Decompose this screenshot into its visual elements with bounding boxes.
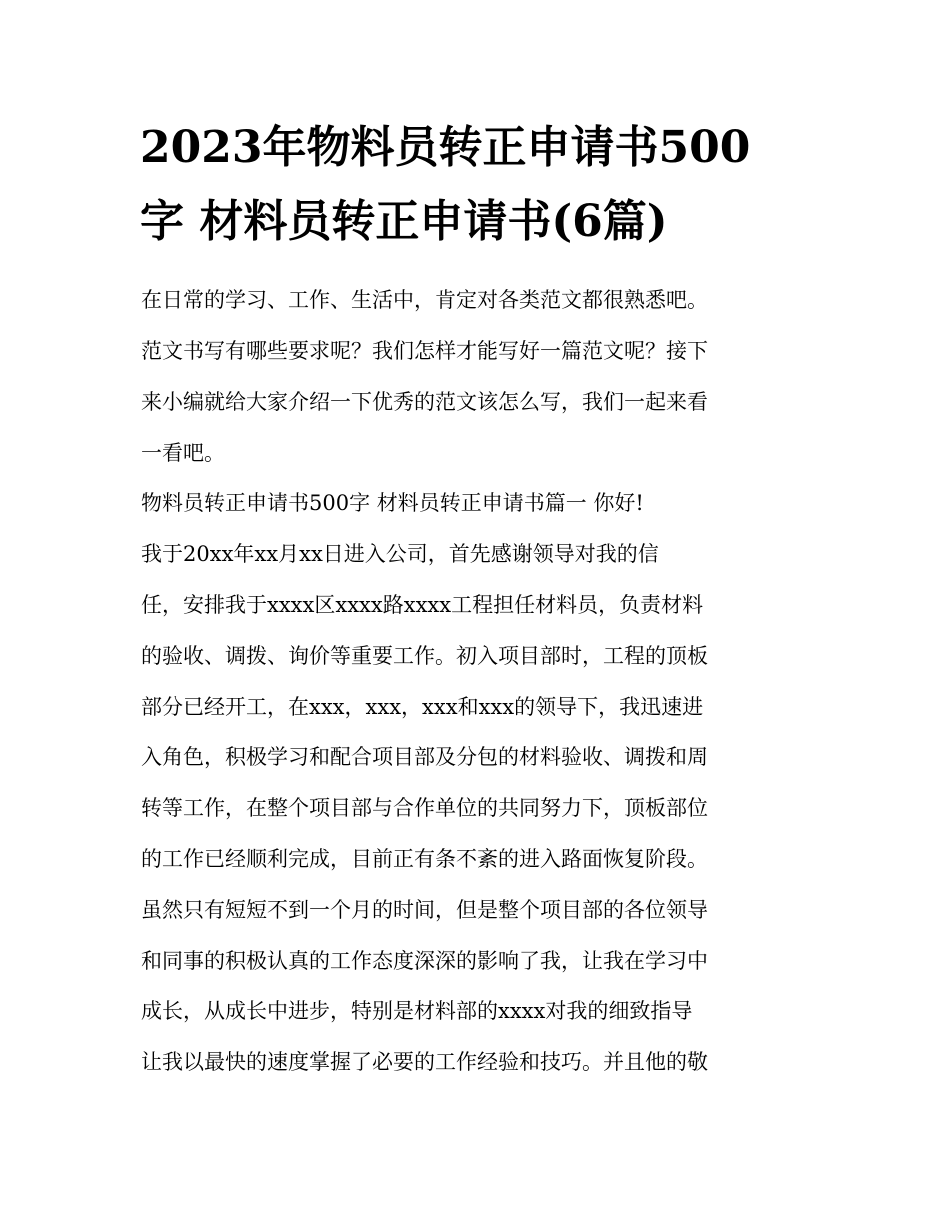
body-line: 虽然只有短短不到一个月的时间，但是整个项目部的各位领导 [141,898,708,922]
body-line: 和同事的积极认真的工作态度深深的影响了我，让我在学习中 [141,949,708,973]
body-line: 转等工作，在整个项目部与合作单位的共同努力下，顶板部位 [141,796,708,820]
body-line: 一看吧。 [141,441,225,465]
body-line: 我于20xx年xx月xx日进入公司，首先感谢领导对我的信 [141,542,659,566]
body-line: 让我以最快的速度掌握了必要的工作经验和技巧。并且他的敬 [141,1050,708,1074]
body-line: 在日常的学习、工作、生活中，肯定对各类范文都很熟悉吧。 [141,288,708,312]
body-line: 的工作已经顺利完成，目前正有条不紊的进入路面恢复阶段。 [141,847,708,871]
body-line: 入角色，积极学习和配合项目部及分包的材料验收、调拨和周 [141,745,708,769]
document-title-line-1: 2023年物料员转正申请书500 [140,122,751,173]
body-line: 成长，从成长中进步，特别是材料部的xxxx对我的细致指导 [141,999,693,1023]
body-line: 物料员转正申请书500字 材料员转正申请书篇一 你好! [141,491,644,515]
body-line: 的验收、调拨、询价等重要工作。初入项目部时，工程的顶板 [141,644,708,668]
body-line: 范文书写有哪些要求呢？我们怎样才能写好一篇范文呢？接下 [141,339,708,363]
document-title-line-2: 字 材料员转正申请书(6篇) [140,196,668,247]
body-line: 来小编就给大家介绍一下优秀的范文该怎么写，我们一起来看 [141,390,708,414]
body-line: 部分已经开工，在xxx，xxx，xxx和xxx的领导下，我迅速进 [141,695,704,719]
body-line: 任，安排我于xxxx区xxxx路xxxx工程担任材料员，负责材料 [141,593,704,617]
